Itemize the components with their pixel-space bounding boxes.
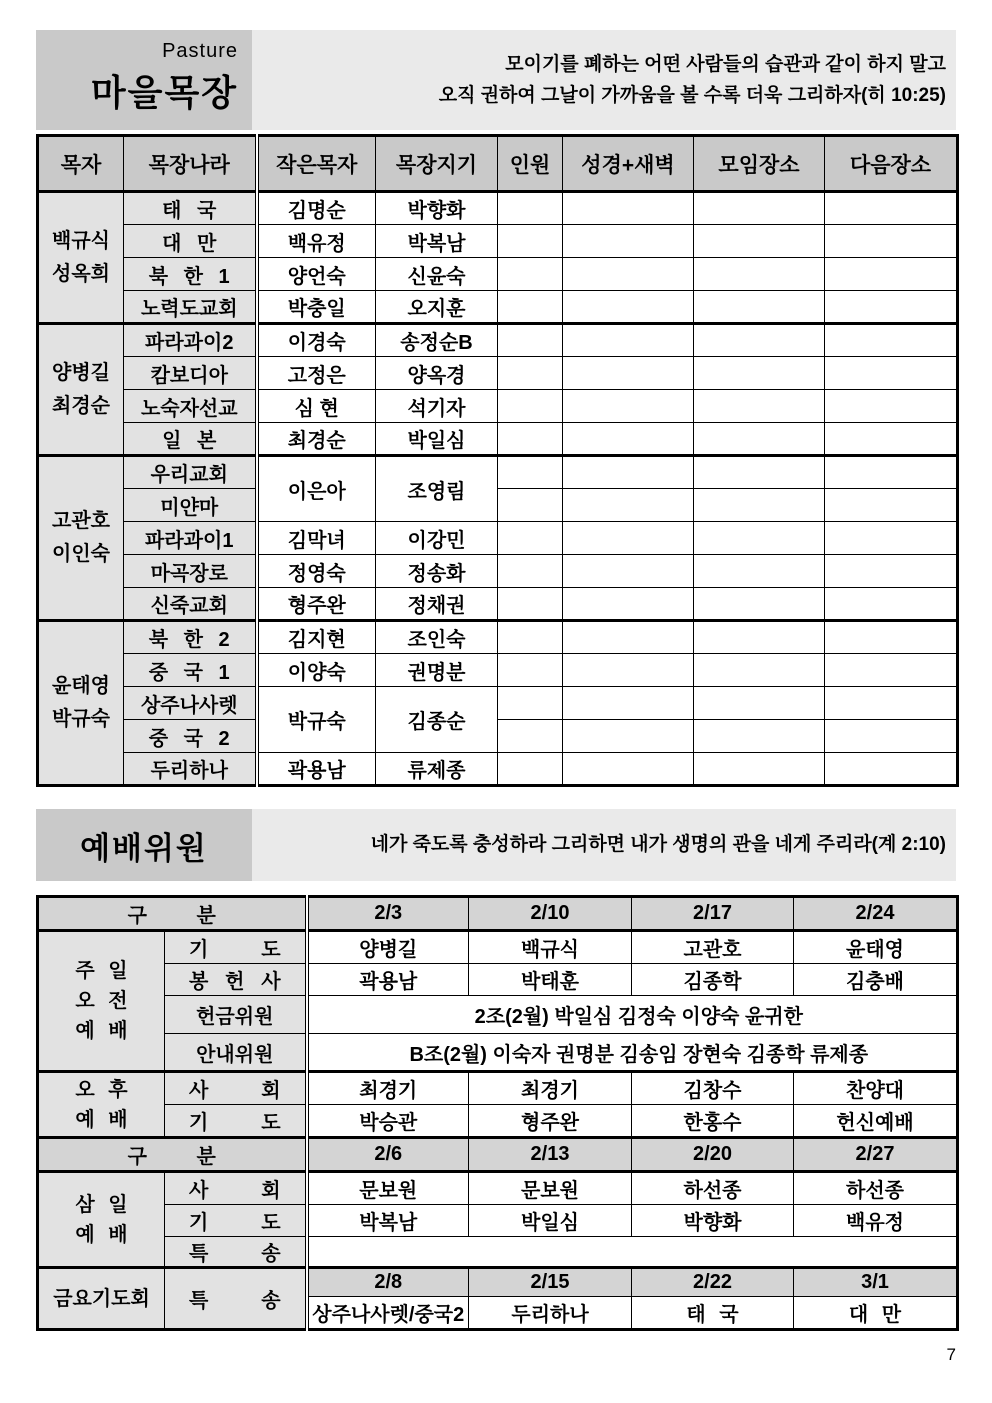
worship-span-cell	[307, 1237, 958, 1268]
empty-cell	[563, 456, 694, 489]
worship-row	[38, 1205, 958, 1237]
pasture-country-cell: 대 만	[124, 225, 257, 258]
empty-cell	[694, 522, 825, 555]
worship-role-cell: 기 도	[165, 1105, 307, 1138]
worship-title-block	[36, 809, 252, 881]
pasture-row	[38, 555, 958, 588]
empty-cell	[694, 687, 825, 720]
empty-cell	[694, 291, 825, 324]
empty-cell	[563, 192, 694, 225]
pasture-keeper-cell: 송정순B	[376, 324, 498, 357]
empty-cell	[694, 225, 825, 258]
pasture-row	[38, 258, 958, 291]
pastor-name-cell: 양병길 최경순	[38, 324, 124, 456]
worship-row	[38, 996, 958, 1034]
worship-group-cell: 오 후 예 배	[38, 1072, 165, 1138]
empty-cell	[563, 258, 694, 291]
pasture-country-cell: 신죽교회	[124, 588, 257, 621]
pasture-keeper-cell: 양옥경	[376, 357, 498, 390]
worship-role-cell: 봉 헌 사	[165, 964, 307, 996]
worship-row	[38, 964, 958, 996]
empty-cell	[498, 522, 563, 555]
worship-value-cell: 문보원	[307, 1172, 469, 1205]
page-number: 7	[946, 1345, 956, 1364]
worship-value-cell: 최경기	[307, 1072, 469, 1105]
empty-cell	[825, 423, 958, 456]
empty-cell	[563, 225, 694, 258]
pasture-country-cell: 파라과이1	[124, 522, 257, 555]
empty-cell	[563, 588, 694, 621]
pasture-col-header: 작은목자	[257, 136, 376, 192]
worship-quote	[252, 809, 956, 881]
small-pastor-cell: 김막녀	[257, 522, 376, 555]
pasture-keeper-cell: 정채권	[376, 588, 498, 621]
empty-cell	[498, 390, 563, 423]
pasture-row	[38, 291, 958, 324]
empty-cell	[563, 687, 694, 720]
empty-cell	[694, 753, 825, 786]
empty-cell	[498, 588, 563, 621]
pasture-row	[38, 489, 958, 522]
pasture-row	[38, 687, 958, 720]
small-pastor-cell: 이양숙	[257, 654, 376, 687]
pasture-keeper-cell: 석기자	[376, 390, 498, 423]
date-header-cell: 2/24	[794, 897, 958, 931]
empty-cell	[694, 390, 825, 423]
pasture-col-header: 목장지기	[376, 136, 498, 192]
division-header-cell: 구 분	[38, 897, 307, 931]
pasture-keeper-cell: 이강민	[376, 522, 498, 555]
empty-cell	[498, 621, 563, 654]
empty-cell	[825, 687, 958, 720]
worship-role-cell: 특 송	[165, 1237, 307, 1268]
small-pastor-cell: 박충일	[257, 291, 376, 324]
empty-cell	[498, 258, 563, 291]
pasture-country-cell: 북 한 2	[124, 621, 257, 654]
date-header-cell: 2/6	[307, 1138, 469, 1172]
date-header-cell: 2/10	[469, 897, 632, 931]
worship-role-cell: 사 회	[165, 1072, 307, 1105]
worship-row	[38, 1172, 958, 1205]
empty-cell	[563, 423, 694, 456]
empty-cell	[825, 456, 958, 489]
empty-cell	[694, 588, 825, 621]
pasture-country-cell: 노력도교회	[124, 291, 257, 324]
empty-cell	[563, 753, 694, 786]
pastor-name-cell: 백규식 성옥희	[38, 192, 124, 324]
pasture-keeper-cell: 류제종	[376, 753, 498, 786]
empty-cell	[563, 324, 694, 357]
worship-role-cell: 기 도	[165, 931, 307, 964]
pasture-country-cell: 마곡장로	[124, 555, 257, 588]
empty-cell	[825, 753, 958, 786]
empty-cell	[498, 687, 563, 720]
small-pastor-cell: 양언숙	[257, 258, 376, 291]
date-header-cell: 2/22	[632, 1268, 794, 1297]
worship-group-cell: 주 일 오 전 예 배	[38, 931, 165, 1072]
empty-cell	[694, 357, 825, 390]
pasture-row	[38, 357, 958, 390]
worship-row	[38, 1072, 958, 1105]
worship-value-cell: 곽용남	[307, 964, 469, 996]
empty-cell	[563, 291, 694, 324]
pasture-country-cell: 파라과이2	[124, 324, 257, 357]
empty-cell	[694, 258, 825, 291]
small-pastor-cell: 최경순	[257, 423, 376, 456]
empty-cell	[563, 654, 694, 687]
worship-quote-line: 네가 죽도록 충성하라 그리하면 내가 생명의 관을 네게 주리라(계 2:10)	[370, 834, 946, 856]
empty-cell	[498, 423, 563, 456]
pasture-quote	[252, 30, 956, 130]
empty-cell	[498, 489, 563, 522]
worship-value-cell: 두리하나	[469, 1297, 632, 1330]
worship-value-cell: 한홍수	[632, 1105, 794, 1138]
pasture-col-header: 목장나라	[124, 136, 257, 192]
pasture-row	[38, 588, 958, 621]
worship-span-cell: 2조(2월) 박일심 김정숙 이양숙 윤귀한	[307, 996, 958, 1034]
pasture-keeper-cell: 박향화	[376, 192, 498, 225]
pasture-row	[38, 621, 958, 654]
pasture-row	[38, 456, 958, 489]
pasture-table	[36, 134, 959, 787]
pasture-row	[38, 324, 958, 357]
pasture-country-cell: 북 한 1	[124, 258, 257, 291]
empty-cell	[825, 390, 958, 423]
small-pastor-cell: 고정은	[257, 357, 376, 390]
empty-cell	[825, 621, 958, 654]
pasture-country-cell: 중 국 1	[124, 654, 257, 687]
empty-cell	[694, 489, 825, 522]
pasture-col-header: 성경+새벽	[563, 136, 694, 192]
worship-role-cell: 안내위원	[165, 1034, 307, 1072]
worship-row	[38, 1268, 958, 1297]
worship-value-cell: 문보원	[469, 1172, 632, 1205]
worship-group-cell: 금요기도회	[38, 1268, 165, 1330]
empty-cell	[498, 456, 563, 489]
pasture-country-cell: 태 국	[124, 192, 257, 225]
date-header-cell: 3/1	[794, 1268, 958, 1297]
empty-cell	[825, 258, 958, 291]
empty-cell	[694, 423, 825, 456]
empty-cell	[825, 324, 958, 357]
empty-cell	[825, 555, 958, 588]
empty-cell	[563, 357, 694, 390]
empty-cell	[498, 720, 563, 753]
empty-cell	[498, 192, 563, 225]
pasture-country-cell: 중 국 2	[124, 720, 257, 753]
worship-value-cell: 김충배	[794, 964, 958, 996]
pasture-row	[38, 390, 958, 423]
worship-value-cell: 하선종	[632, 1172, 794, 1205]
pasture-country-cell: 상주나사렛	[124, 687, 257, 720]
pasture-row	[38, 522, 958, 555]
pasture-quote-line1: 모이기를 폐하는 어떤 사람들의 습관과 같이 하지 말고	[505, 53, 946, 75]
empty-cell	[825, 357, 958, 390]
worship-value-cell: 대 만	[794, 1297, 958, 1330]
date-header-cell: 2/15	[469, 1268, 632, 1297]
worship-value-cell: 김창수	[632, 1072, 794, 1105]
worship-value-cell: 박태훈	[469, 964, 632, 996]
worship-row	[38, 897, 958, 931]
empty-cell	[825, 489, 958, 522]
division-header-cell: 구 분	[38, 1138, 307, 1172]
pasture-row	[38, 192, 958, 225]
worship-row	[38, 1105, 958, 1138]
worship-value-cell: 박일심	[469, 1205, 632, 1237]
empty-cell	[825, 588, 958, 621]
pasture-col-header: 모임장소	[694, 136, 825, 192]
date-header-cell: 2/13	[469, 1138, 632, 1172]
worship-row	[38, 931, 958, 964]
worship-value-cell: 박복남	[307, 1205, 469, 1237]
worship-value-cell: 박향화	[632, 1205, 794, 1237]
worship-table	[36, 895, 959, 1331]
pasture-quote-line2: 오직 권하여 그날이 가까움을 볼 수록 더욱 그리하자(히 10:25)	[438, 85, 946, 106]
pasture-col-header: 목자	[38, 136, 124, 192]
empty-cell	[563, 555, 694, 588]
worship-value-cell: 형주완	[469, 1105, 632, 1138]
worship-role-cell: 기 도	[165, 1205, 307, 1237]
empty-cell	[563, 720, 694, 753]
pastor-name-cell: 윤태영 박규숙	[38, 621, 124, 786]
empty-cell	[694, 621, 825, 654]
empty-cell	[694, 456, 825, 489]
empty-cell	[825, 720, 958, 753]
worship-value-cell: 최경기	[469, 1072, 632, 1105]
worship-value-cell: 태 국	[632, 1297, 794, 1330]
worship-value-cell: 양병길	[307, 931, 469, 964]
empty-cell	[694, 192, 825, 225]
empty-cell	[498, 225, 563, 258]
worship-row	[38, 1034, 958, 1072]
date-header-cell: 2/8	[307, 1268, 469, 1297]
worship-value-cell: 상주나사렛/중국2	[307, 1297, 469, 1330]
small-pastor-cell: 김명순	[257, 192, 376, 225]
pasture-country-cell: 미얀마	[124, 489, 257, 522]
pastor-name-cell: 고관호 이인숙	[38, 456, 124, 621]
pasture-row	[38, 423, 958, 456]
worship-value-cell: 박승관	[307, 1105, 469, 1138]
pasture-keeper-cell: 정송화	[376, 555, 498, 588]
empty-cell	[498, 291, 563, 324]
empty-cell	[825, 225, 958, 258]
pasture-row	[38, 654, 958, 687]
worship-value-cell: 고관호	[632, 931, 794, 964]
worship-value-cell: 윤태영	[794, 931, 958, 964]
pasture-country-cell: 우리교회	[124, 456, 257, 489]
pasture-country-cell: 캄보디아	[124, 357, 257, 390]
pasture-keeper-cell: 권명분	[376, 654, 498, 687]
small-pastor-cell: 정영숙	[257, 555, 376, 588]
worship-title: 예배위원	[80, 830, 208, 866]
worship-group-cell: 삼 일 예 배	[38, 1172, 165, 1268]
empty-cell	[563, 489, 694, 522]
small-pastor-cell: 이은아	[257, 456, 376, 522]
empty-cell	[498, 357, 563, 390]
empty-cell	[498, 753, 563, 786]
small-pastor-cell: 백유정	[257, 225, 376, 258]
pasture-section-header	[36, 30, 956, 130]
worship-role-cell: 특 송	[165, 1268, 307, 1330]
pasture-country-cell: 일 본	[124, 423, 257, 456]
pasture-col-header: 인원	[498, 136, 563, 192]
worship-span-cell: B조(2월) 이숙자 권명분 김송임 장현숙 김종학 류제종	[307, 1034, 958, 1072]
pasture-table-body	[38, 192, 958, 786]
date-header-cell: 2/3	[307, 897, 469, 931]
page-content	[36, 30, 956, 1365]
empty-cell	[825, 522, 958, 555]
pasture-keeper-cell: 박복남	[376, 225, 498, 258]
small-pastor-cell: 곽용남	[257, 753, 376, 786]
empty-cell	[694, 324, 825, 357]
pasture-row	[38, 225, 958, 258]
empty-cell	[498, 324, 563, 357]
pasture-keeper-cell: 조인숙	[376, 621, 498, 654]
empty-cell	[694, 720, 825, 753]
date-header-cell: 2/17	[632, 897, 794, 931]
worship-value-cell: 헌신예배	[794, 1105, 958, 1138]
worship-value-cell: 하선종	[794, 1172, 958, 1205]
pasture-row	[38, 720, 958, 753]
small-pastor-cell: 김지현	[257, 621, 376, 654]
pasture-subtitle: Pasture	[162, 40, 238, 62]
empty-cell	[563, 621, 694, 654]
pasture-keeper-cell: 조영림	[376, 456, 498, 522]
empty-cell	[498, 555, 563, 588]
pasture-title-block	[36, 30, 252, 130]
worship-row	[38, 1237, 958, 1268]
pasture-title: 마을목장	[90, 72, 238, 113]
empty-cell	[825, 291, 958, 324]
worship-section-header	[36, 809, 956, 881]
pasture-col-header: 다음장소	[825, 136, 958, 192]
worship-table-body	[38, 897, 958, 1330]
pasture-keeper-cell: 김종순	[376, 687, 498, 753]
worship-role-cell: 헌금위원	[165, 996, 307, 1034]
small-pastor-cell: 형주완	[257, 588, 376, 621]
date-header-cell: 2/20	[632, 1138, 794, 1172]
small-pastor-cell: 심 현	[257, 390, 376, 423]
empty-cell	[825, 654, 958, 687]
pasture-keeper-cell: 오지훈	[376, 291, 498, 324]
empty-cell	[825, 192, 958, 225]
pasture-keeper-cell: 박일심	[376, 423, 498, 456]
pasture-row	[38, 753, 958, 786]
worship-value-cell: 백규식	[469, 931, 632, 964]
pasture-header-row	[38, 136, 958, 192]
pasture-country-cell: 두리하나	[124, 753, 257, 786]
empty-cell	[694, 654, 825, 687]
worship-value-cell: 백유정	[794, 1205, 958, 1237]
small-pastor-cell: 이경숙	[257, 324, 376, 357]
pasture-keeper-cell: 신윤숙	[376, 258, 498, 291]
small-pastor-cell: 박규숙	[257, 687, 376, 753]
worship-value-cell: 김종학	[632, 964, 794, 996]
pasture-country-cell: 노숙자선교	[124, 390, 257, 423]
empty-cell	[563, 522, 694, 555]
worship-role-cell: 사 회	[165, 1172, 307, 1205]
worship-value-cell: 찬양대	[794, 1072, 958, 1105]
empty-cell	[563, 390, 694, 423]
empty-cell	[694, 555, 825, 588]
empty-cell	[498, 654, 563, 687]
worship-row	[38, 1138, 958, 1172]
date-header-cell: 2/27	[794, 1138, 958, 1172]
